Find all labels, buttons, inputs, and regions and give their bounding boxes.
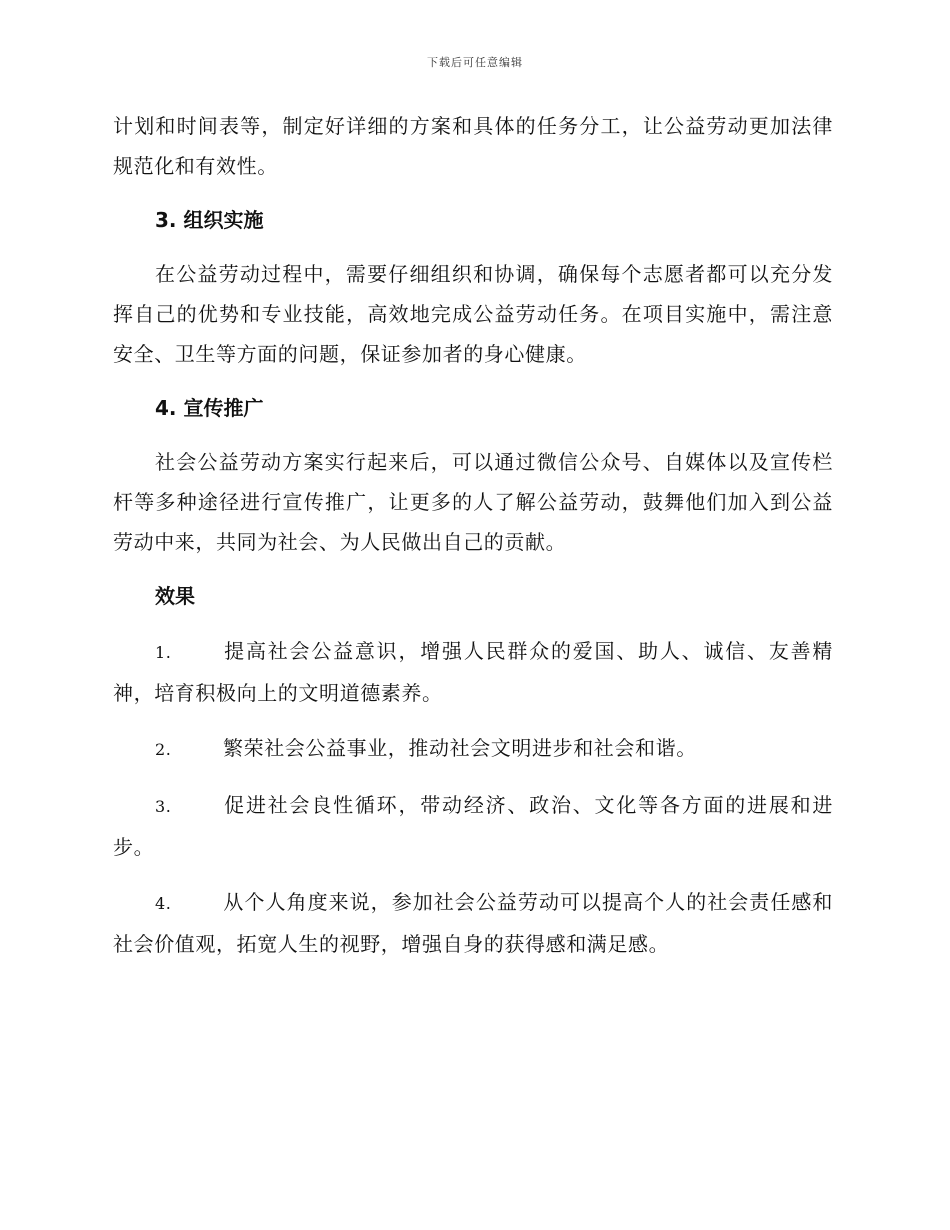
effects-list-item	[113, 785, 833, 867]
section-body-organize: 在公益劳动过程中，需要仔细组织和协调，确保每个志愿者都可以充分发挥自己的优势和专业技能，高效地完成公益劳动任务。在项目实施中，需注意安全、卫生等方面的问题，保证参加者的身心健康。	[113, 262, 833, 366]
page-header-note: 下载后可任意编辑	[427, 56, 523, 69]
section-heading-promotion: 4. 宣传推广	[155, 396, 264, 420]
document-body	[113, 106, 833, 964]
intro-paragraph: 计划和时间表等，制定好详细的方案和具体的任务分工，让公益劳动更加法律规范化和有效性。	[113, 114, 833, 178]
section-heading-effects: 效果	[155, 584, 195, 608]
list-item-number: 2.	[155, 740, 172, 759]
effects-list-item	[113, 631, 833, 713]
list-item-number: 4.	[155, 894, 172, 913]
list-item-text: 从个人角度来说，参加社会公益劳动可以提高个人的社会责任感和社会价值观，拓宽人生的视野，增强自身的获得感和满足感。	[113, 890, 833, 956]
list-item-text: 提高社会公益意识，增强人民群众的爱国、助人、诚信、友善精神，培育积极向上的文明道德素养。	[113, 639, 833, 705]
section-heading-organize: 3. 组织实施	[155, 208, 264, 232]
effects-list-item	[113, 728, 833, 770]
list-item-text: 繁荣社会公益事业，推动社会文明进步和社会和谐。	[223, 736, 697, 760]
list-item-number: 3.	[155, 797, 172, 816]
section-body-promotion: 社会公益劳动方案实行起来后，可以通过微信公众号、自媒体以及宣传栏杆等多种途径进行宣传推广，让更多的人了解公益劳动，鼓舞他们加入到公益劳动中来，共同为社会、为人民做出自己的贡献。	[113, 450, 833, 554]
list-item-text: 促进社会良性循环，带动经济、政治、文化等各方面的进展和进步。	[113, 793, 833, 859]
effects-list-item	[113, 882, 833, 964]
list-item-number: 1.	[155, 643, 172, 662]
